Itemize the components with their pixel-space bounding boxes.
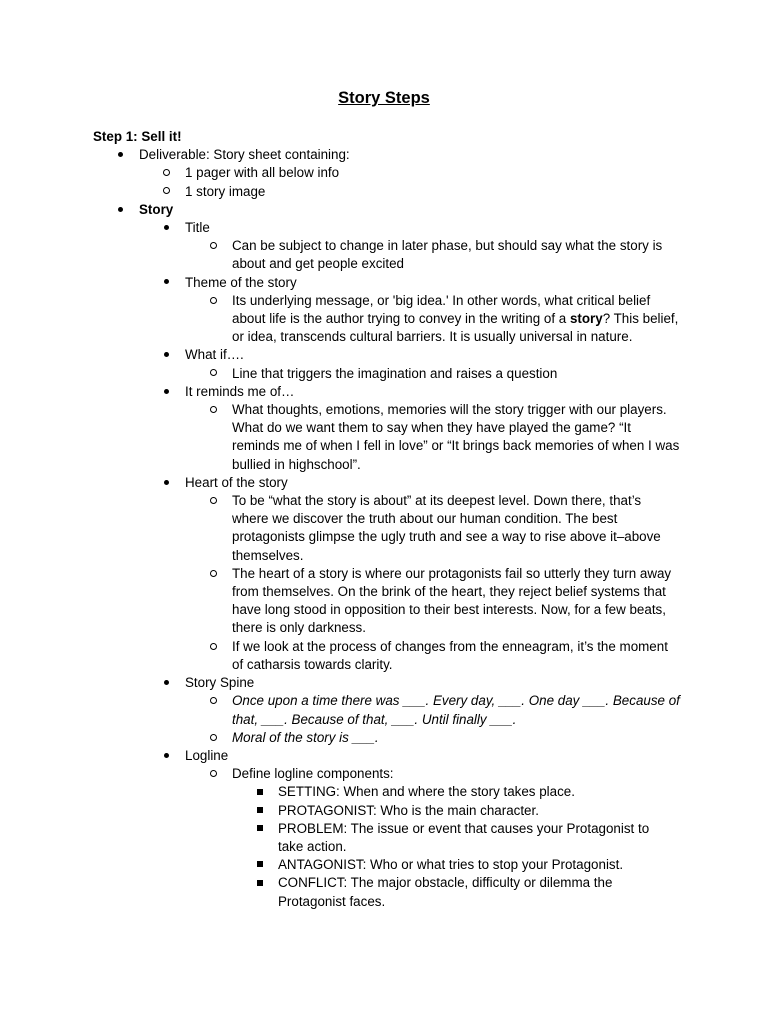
- document-title: Story Steps: [338, 89, 430, 107]
- circle-bullet-icon: [159, 183, 173, 201]
- theme-detail-after: ? This belief, or idea, transcends cultural barriers. It is usually universal in nature.: [232, 311, 679, 345]
- deliverable-item: 1 pager with all below info: [185, 165, 340, 181]
- section-detail: Line that triggers the imagination and raises a question: [232, 365, 558, 381]
- list-item: [93, 692, 693, 728]
- square-bullet-icon: [253, 783, 267, 801]
- section-detail: The heart of a story is where our protagonists fail so utterly they turn away from themselves. On the brink of the heart, they reject belief systems that have long stood in opposition to their best interests. Now, for a few beats, there is only darkness.: [232, 565, 672, 636]
- step-heading: Step 1: Sell it!: [93, 129, 182, 144]
- document-body: [93, 128, 693, 911]
- circle-bullet-icon: [206, 401, 220, 419]
- logline-component: ANTAGONIST: Who or what tries to stop your Protagonist.: [278, 857, 624, 873]
- list-item-title: [93, 219, 693, 237]
- list-item-story: [93, 201, 693, 219]
- list-item: [93, 365, 693, 383]
- list-item: [93, 783, 693, 801]
- story-label: Story: [139, 201, 174, 217]
- list-item: [93, 729, 693, 747]
- circle-bullet-icon: [206, 292, 220, 310]
- section-label: Theme of the story: [185, 274, 297, 290]
- circle-bullet-icon: [206, 365, 220, 383]
- circle-bullet-icon: [206, 729, 220, 747]
- step1-list: [93, 146, 693, 911]
- logline-component: PROTAGONIST: Who is the main character.: [278, 802, 539, 818]
- section-label: Title: [185, 220, 210, 236]
- list-item: [93, 820, 693, 856]
- list-item: [93, 492, 693, 565]
- list-item: [93, 237, 693, 273]
- theme-detail-before: Its underlying message, or 'big idea.' In other words, what critical belief about life is the author trying to convey in the writing of a: [232, 292, 651, 327]
- bullet-icon: [113, 146, 127, 164]
- bullet-icon: [159, 747, 173, 765]
- list-item: [93, 292, 693, 347]
- list-item: [93, 765, 693, 783]
- list-item-heart: [93, 474, 693, 492]
- list-item: [93, 401, 693, 474]
- circle-bullet-icon: [159, 164, 173, 182]
- list-item: [93, 874, 693, 910]
- bullet-icon: [159, 674, 173, 692]
- circle-bullet-icon: [206, 237, 220, 255]
- list-item-spine: [93, 674, 693, 692]
- bullet-icon: [159, 383, 173, 401]
- section-label: What if….: [185, 347, 244, 363]
- logline-component: PROBLEM: The issue or event that causes your Protagonist to take action.: [278, 820, 650, 854]
- section-label: Story Spine: [185, 675, 255, 691]
- section-detail: To be “what the story is about” at its deepest level. Down there, that’s where we discover the truth about our human condition. The best protagonists glimpse the ugly truth and see a way to rise above it–above themselves.: [232, 493, 661, 563]
- bullet-icon: [113, 201, 127, 219]
- bullet-icon: [159, 346, 173, 364]
- logline-component: CONFLICT: The major obstacle, difficulty or dilemma the Protagonist faces.: [278, 875, 613, 909]
- list-item: [93, 183, 693, 201]
- section-detail: If we look at the process of changes from the enneagram, it’s the moment of catharsis towards clarity.: [232, 638, 668, 672]
- square-bullet-icon: [253, 856, 267, 874]
- list-item: [93, 565, 693, 638]
- list-item-reminds: [93, 383, 693, 401]
- deliverable-label: Deliverable: Story sheet containing:: [139, 147, 350, 163]
- circle-bullet-icon: [206, 565, 220, 583]
- circle-bullet-icon: [206, 765, 220, 783]
- section-label: Logline: [185, 747, 229, 763]
- bullet-icon: [159, 274, 173, 292]
- list-item-deliverable: [93, 146, 693, 164]
- bullet-icon: [159, 219, 173, 237]
- theme-detail: [232, 292, 680, 347]
- circle-bullet-icon: [206, 692, 220, 710]
- list-item: [93, 164, 693, 182]
- list-item: [93, 638, 693, 674]
- list-item-theme: [93, 274, 693, 292]
- deliverable-item: 1 story image: [185, 183, 266, 199]
- section-label: It reminds me of…: [185, 383, 295, 399]
- list-item: [93, 856, 693, 874]
- bullet-icon: [159, 474, 173, 492]
- circle-bullet-icon: [206, 638, 220, 656]
- logline-component: SETTING: When and where the story takes place.: [278, 784, 575, 800]
- section-detail: Can be subject to change in later phase, but should say what the story is about and get people excited: [232, 238, 663, 272]
- square-bullet-icon: [253, 820, 267, 838]
- section-label: Heart of the story: [185, 474, 288, 490]
- section-detail: Moral of the story is ___.: [232, 729, 379, 745]
- circle-bullet-icon: [206, 492, 220, 510]
- list-item-logline: [93, 747, 693, 765]
- section-detail: Once upon a time there was ___. Every day, ___. One day ___. Because of that, ___. Because of that, ___. Until finally ___.: [232, 693, 680, 727]
- list-item: [93, 802, 693, 820]
- theme-detail-bold: story: [569, 311, 603, 327]
- list-item-what-if: [93, 346, 693, 364]
- section-detail: What thoughts, emotions, memories will the story trigger with our players. What do we want them to say when they have played the game? “It reminds me of when I fell in love” or “It brings back memories of when I was bullied in highschool”.: [232, 402, 680, 472]
- logline-define-label: Define logline components:: [232, 766, 394, 782]
- square-bullet-icon: [253, 802, 267, 820]
- square-bullet-icon: [253, 874, 267, 892]
